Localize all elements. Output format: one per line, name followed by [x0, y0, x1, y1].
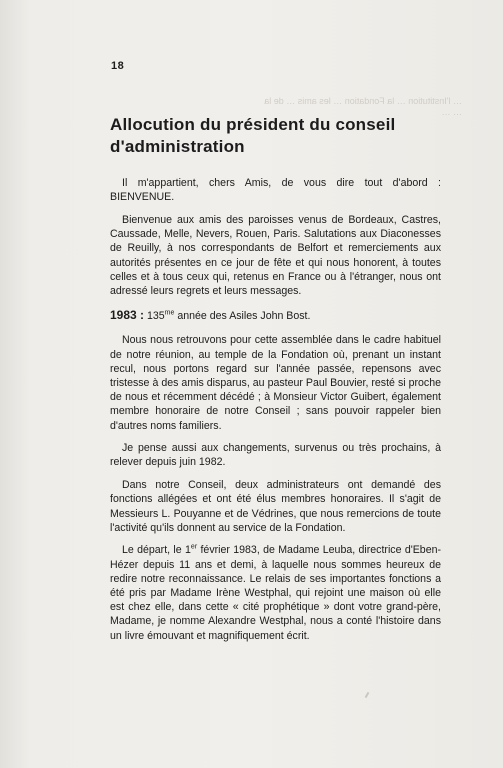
- ordinal-suffix: me: [164, 309, 175, 317]
- ordinal-suffix: er: [190, 543, 198, 551]
- year-line: [110, 308, 441, 323]
- year-line-text: année des Asiles John Bost.: [174, 310, 311, 323]
- page-number: 18: [111, 60, 125, 72]
- paragraph: Dans notre Conseil, deux administrateurs ont demandé des fonctions allégées et ont été élus membres honoraires. Il s'agit de Messieurs L. Pouyanne et de Védrines, que nous remercions de toute l'activité qu'ils donnent au service de la Fondation.: [110, 479, 441, 534]
- page-title: Allocution du président du conseil d'administration: [110, 115, 396, 156]
- paragraph: [110, 543, 441, 642]
- speech-body: [110, 176, 441, 651]
- paragraph-rest: février 1983, de Madame Leuba, directrice d'Eben-Hézer depuis 11 ans et demi, à laquelle nous sommes heureux de redire notre reconnaissance. Le relais de ses importantes fonctions a été pris par Madame Irène Westphal, qui rejoint une maison où elle est chez elle, dans cette « cité prophétique » dont votre grand-père, Madame, je nomme Alexandre Westphal, nous a conté l'histoire dans un livre émouvant et magnifiquement écrit.: [110, 544, 442, 642]
- paragraph: Il m'appartient, chers Amis, de vous dire tout d'abord : BIENVENUE.: [110, 177, 441, 204]
- paragraph: Bienvenue aux amis des paroisses venus de Bordeaux, Castres, Caussade, Melle, Nevers, Rouen, Paris. Salutations aux Diaconesses de Reuilly, à nos correspondants de Belfort et remerciements aux autorités présentes en ce jour de fête et qui nous honorent, à toutes celles et à tous ceux qui, retenus en France ou à l'étranger, nous ont adressé leurs regrets et leurs messages.: [110, 213, 441, 297]
- paragraph: Nous nous retrouvons pour cette assemblée dans le cadre habituel de notre réunion, au temple de la Fondation où, prenant un instant recul, nous portons regard sur l'année passée, repensons avec tristesse à des amis disparus, au pasteur Paul Bouvier, resté si proche de nous et récemment décédé ; à Monsieur Victor Guibert, également membre honoraire de notre Conseil ; sans pouvoir rappeler bien d'autres noms familiers.: [110, 334, 441, 432]
- paragraph: Je pense aussi aux changements, survenus ou très prochains, à relever depuis juin 1982.: [110, 442, 441, 469]
- paper-mark: [365, 692, 370, 698]
- year-label: 1983 :: [110, 308, 145, 323]
- show-through-text: … l'Institution … la Fondation … les amis … de la … …: [264, 96, 462, 117]
- paragraph-start: Le départ, le 1: [122, 544, 191, 557]
- year-anniversary-number: 135: [146, 310, 165, 323]
